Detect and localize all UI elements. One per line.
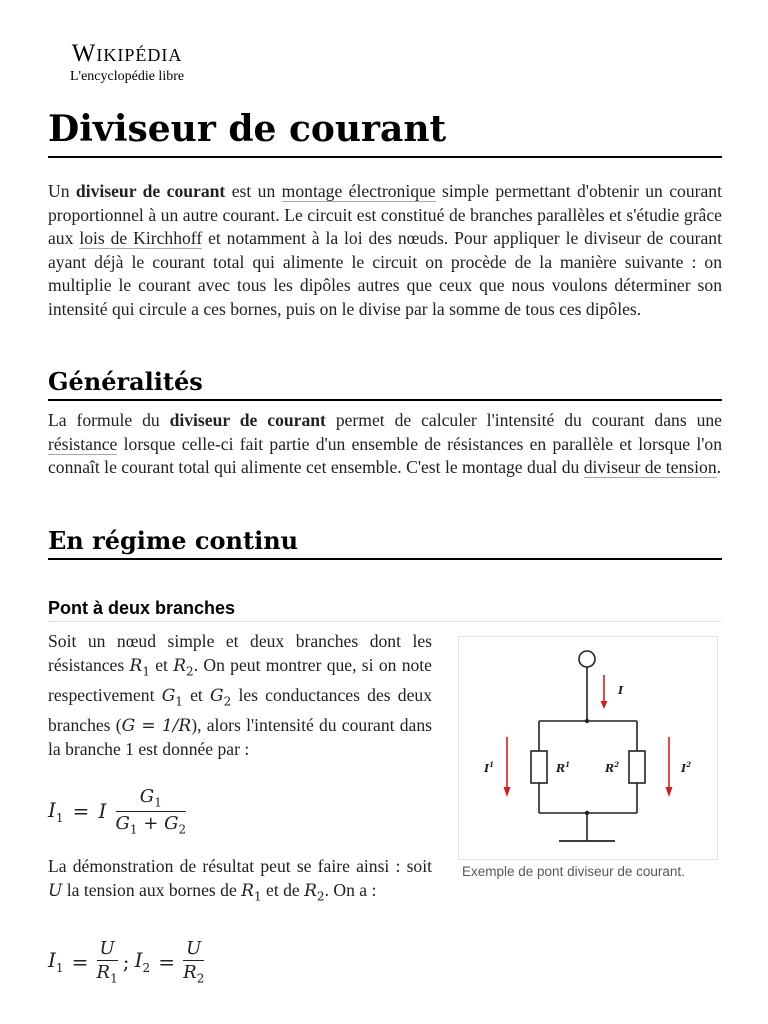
logo-tagline: L'encyclopédie libre bbox=[70, 69, 185, 84]
math-g2: $G_2$ bbox=[210, 685, 232, 708]
math-r1: $R_1$ bbox=[129, 655, 150, 678]
label-i2: $I^2$ bbox=[681, 760, 692, 775]
circuit-figure[interactable] bbox=[458, 636, 718, 860]
subsection-heading-pont: Pont à deux branches bbox=[48, 595, 722, 622]
link-montage-electronique[interactable]: montage électronique bbox=[281, 181, 436, 201]
logo-wordmark: Wikipédia bbox=[71, 40, 183, 67]
label-r1: $R^1$ bbox=[556, 760, 571, 775]
wikipedia-logo[interactable] bbox=[70, 40, 184, 85]
label-i: I bbox=[618, 684, 624, 697]
label-i1: $I^1$ bbox=[484, 760, 495, 775]
intro-paragraph: Un diviseur de courant est un montage électronique simple permettant d'obtenir un courant proportionnel à un autre courant. Le circuit est constitué de branches parallèles et s'étudie grâce aux lois de Kirchhoff et notamment à la loi des nœuds. Pour appliquer le diviseur de courant ayant déjà le courant total qui alimente le circuit on procède de la manière suivante : on multiplie le courant avec tous les dipôles autres que ceux que nous voulons déterminer son intensité qui circule a ces bornes, puis on le divise par la somme de tous ces dipôles. bbox=[48, 181, 722, 319]
section-heading-regime-continu: En régime continu bbox=[48, 524, 722, 560]
pont-paragraph-1: Soit un nœud simple et deux branches dont les résistances $R_1$ et $R_2$. On peut montrer que, si on note respectivement $G_1$ et $G_2$ les conductances des deux branches (G = 1/R), alors l'intensité du courant dans la branche 1 est donnée par : bbox=[48, 631, 433, 760]
link-diviseur-de-tension[interactable]: diviseur de tension bbox=[583, 457, 717, 478]
link-lois-de-kirchhoff[interactable]: lois de Kirchhoff bbox=[79, 228, 203, 249]
math-g1: $G_1$ bbox=[161, 685, 183, 708]
math-g-eq: G = 1/R bbox=[121, 715, 192, 736]
circuit-diagram bbox=[459, 637, 717, 859]
generalites-paragraph: La formule du diviseur de courant permet de calculer l'intensité du courant dans une résistance lorsque celle-ci fait partie d'un ensemble de résistances en parallèle et lorsque l'on connaît le courant total qui alimente cet ensemble. C'est le montage dual du diviseur de tension. bbox=[48, 410, 722, 478]
page-title: Diviseur de courant bbox=[48, 104, 722, 158]
link-resistance[interactable]: résistance bbox=[48, 433, 118, 454]
pont-paragraph-2: La démonstration de résultat peut se faire ainsi : soit U la tension aux bornes de $R_1$ et de $R_2$. On a : bbox=[48, 856, 432, 903]
label-r2: $R^2$ bbox=[605, 760, 620, 775]
formula-ohm-law: $I_1$ = $\frac{U}{R_1}$ ; $I_2$ = $\frac{U}{R_2}$ bbox=[48, 938, 205, 986]
math-r2: $R_2$ bbox=[173, 655, 194, 678]
figure-caption: Exemple de pont diviseur de courant. bbox=[462, 864, 685, 879]
formula-current-divider: $I_1 = I$ $\frac{G_1}{G_1 + G_2}$ bbox=[48, 786, 187, 837]
section-heading-generalites: Généralités bbox=[48, 365, 722, 401]
